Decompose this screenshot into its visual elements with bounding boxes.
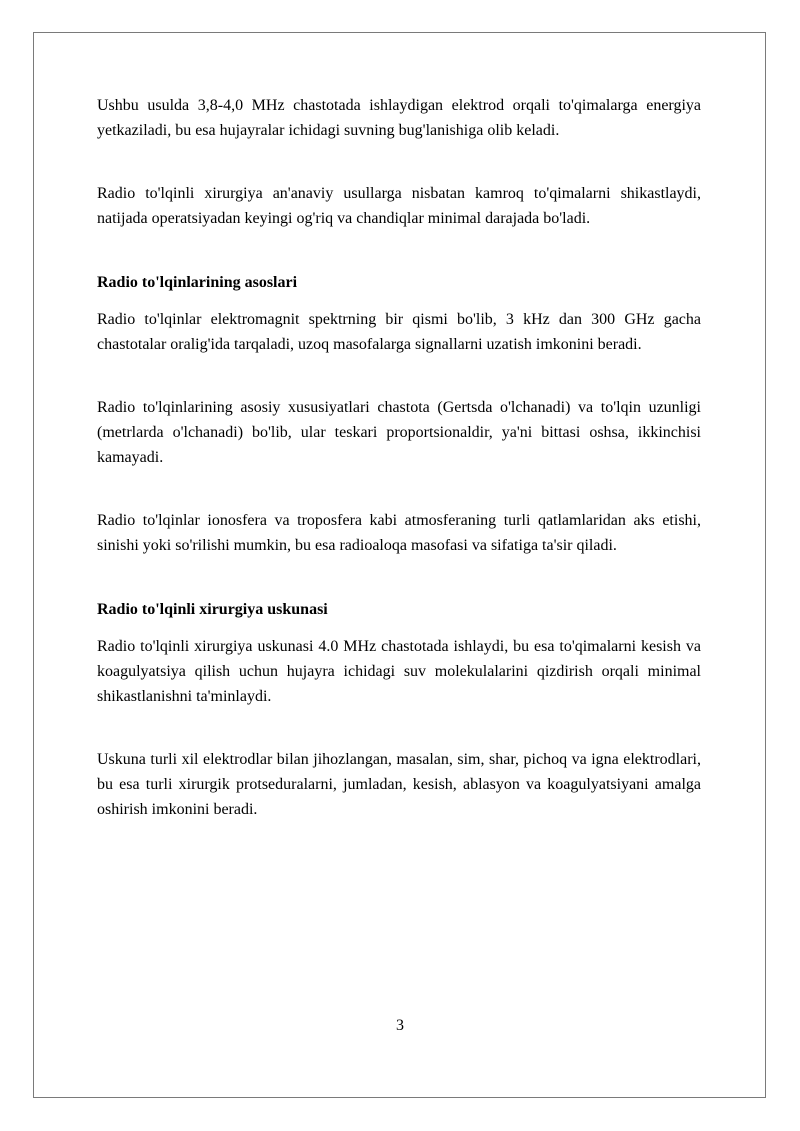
paragraph-electrodes: Uskuna turli xil elektrodlar bilan jihozlangan, masalan, sim, shar, pichoq va igna elektrodlari, bu esa turli xirurgik protseduralarni, jumladan, kesish, ablasyon va koagulyatsiyani amalga oshirish imkonini beradi.: [97, 751, 701, 818]
paragraph-less-damage: Radio to'lqinli xirurgiya an'anaviy usullarga nisbatan kamroq to'qimalarni shikastlaydi, natijada operatsiyadan keyingi og'riq va chandiqlar minimal darajada bo'ladi.: [97, 185, 701, 227]
paragraph-atmosphere: Radio to'lqinlar ionosfera va troposfera kabi atmosferaning turli qatlamlaridan aks etishi, sinishi yoki so'rilishi mumkin, bu esa radioaloqa masofasi va sifatiga ta'sir qiladi.: [97, 512, 701, 554]
paragraph-electrode-energy: Ushbu usulda 3,8-4,0 MHz chastotada ishlaydigan elektrod orqali to'qimalarga energiya yetkaziladi, bu esa hujayralar ichidagi suvning bug'lanishiga olib keladi.: [97, 97, 701, 139]
paragraph-equipment-frequency: Radio to'lqinli xirurgiya uskunasi 4.0 MHz chastotada ishlaydi, bu esa to'qimalarni kesish va koagulyatsiya qilish uchun hujayra ichidagi suv molekulalarini qizdirish orqali minimal shikastlanishni ta'minlaydi.: [97, 638, 701, 705]
section-heading-surgery-equipment: Radio to'lqinli xirurgiya uskunasi: [97, 601, 328, 618]
section-heading-radio-wave-basics: Radio to'lqinlarining asoslari: [97, 274, 298, 291]
paragraph-spectrum: Radio to'lqinlar elektromagnit spektrning bir qismi bo'lib, 3 kHz dan 300 GHz gacha chastotalar oralig'ida tarqaladi, uzoq masofalarga signallarni uzatish imkonini beradi.: [97, 311, 701, 353]
document-body: [97, 93, 701, 822]
page-number: 3: [396, 1017, 404, 1034]
paragraph-frequency-wavelength: Radio to'lqinlarining asosiy xususiyatlari chastota (Gertsda o'lchanadi) va to'lqin uzunligi (metrlarda o'lchanadi) bo'lib, ular teskari proportsionaldir, ya'ni bittasi oshsa, ikkinchisi kamayadi.: [97, 399, 701, 466]
